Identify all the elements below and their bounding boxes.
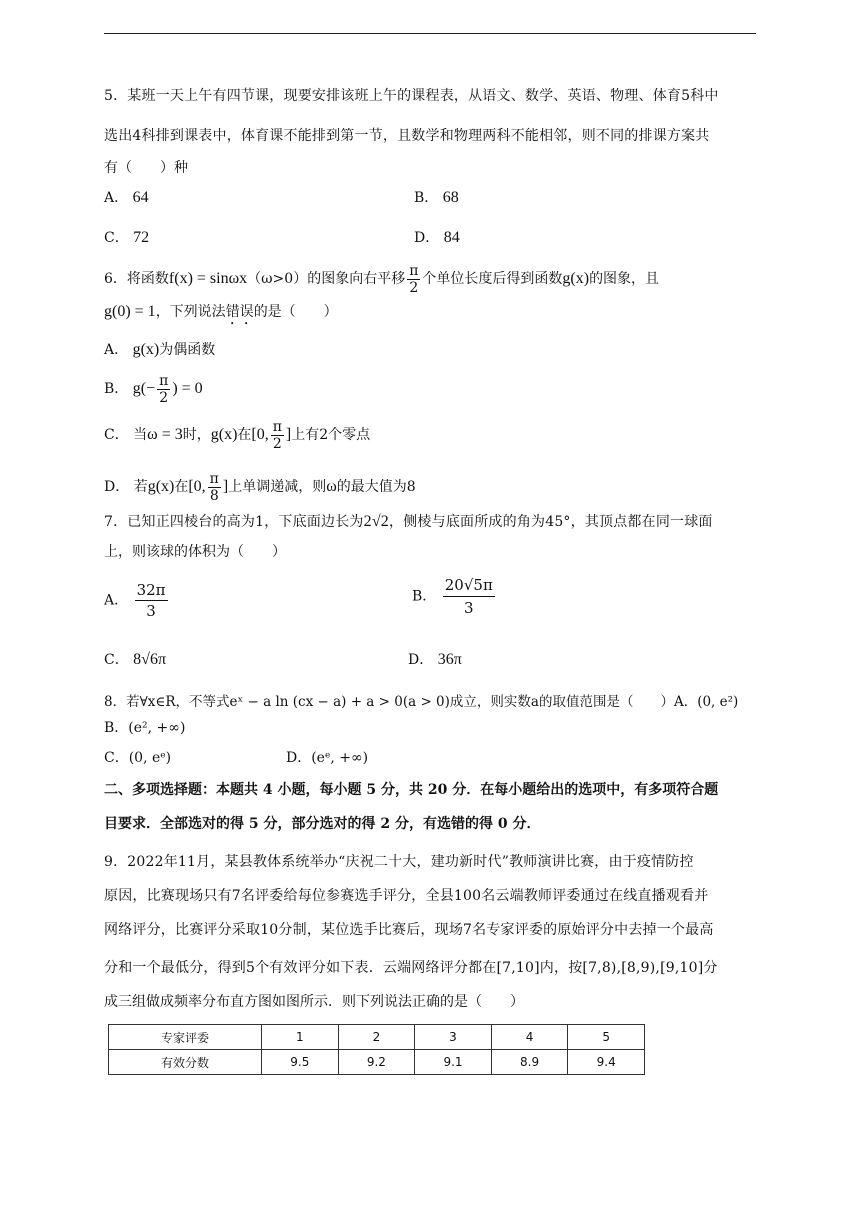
fraction-denominator: 8 bbox=[209, 487, 219, 504]
q6-text: 的图象向右平移 bbox=[307, 271, 406, 287]
q5-option-b-value: 68 bbox=[442, 189, 459, 206]
q8-option-b: B．(e², +∞) bbox=[104, 720, 186, 736]
table-row bbox=[109, 1050, 645, 1075]
section-2-heading-line-2: 目要求．全部选对的得 5 分，部分选对的得 2 分，有选错的得 0 分． bbox=[104, 816, 541, 832]
table-row bbox=[109, 1025, 645, 1050]
q5-option-c-value: 72 bbox=[133, 229, 150, 246]
option-label: B． bbox=[104, 381, 129, 397]
option-math: ω = 3 bbox=[147, 426, 183, 443]
q6-line-1 bbox=[104, 262, 659, 296]
option-text: 当 bbox=[133, 427, 148, 443]
q7-option-a-fraction bbox=[135, 580, 168, 621]
q6-function: f(x) = sinωx bbox=[168, 270, 248, 287]
q6-line-2 bbox=[104, 302, 338, 328]
q8-option-d: D．(eᵉ, +∞) bbox=[286, 750, 369, 766]
fraction-denominator: 2 bbox=[409, 279, 419, 296]
option-math: g(x) bbox=[132, 341, 160, 358]
q6-text: 个单位长度后得到函数 bbox=[422, 271, 563, 287]
option-label: C． bbox=[104, 652, 129, 668]
q6-emphasis: 错误 bbox=[225, 304, 254, 320]
option-math: 36π bbox=[437, 651, 462, 668]
q6-g-function: g(x) bbox=[562, 270, 590, 287]
q6-shift-fraction bbox=[407, 263, 420, 296]
q6-option-b-fraction bbox=[157, 373, 170, 406]
q9-line-4: 分和一个最低分，得到5个有效评分如下表．云端网络评分都在[7,10]内，按[7,8),[8,9),[9,10]分 bbox=[104, 960, 718, 976]
option-text: 若 bbox=[133, 479, 148, 495]
fraction-numerator: 32π bbox=[136, 581, 166, 599]
q7-line-2: 上，则该球的体积为（ ） bbox=[104, 544, 286, 560]
q6-option-c bbox=[104, 418, 370, 452]
option-math: [0, bbox=[188, 478, 206, 495]
q6-text: 的图象，且 bbox=[589, 271, 660, 287]
option-math: g(x) bbox=[210, 426, 238, 443]
section-2-heading-line-1: 二、多项选择题：本题共 4 小题，每小题 5 分，共 20 分．在每小题给出的选项中，有多项符合题 bbox=[104, 782, 719, 798]
option-label: D． bbox=[408, 652, 434, 668]
q5-option-a bbox=[104, 188, 149, 208]
option-math: g(x) bbox=[147, 478, 175, 495]
table-cell: 2 bbox=[338, 1025, 415, 1050]
table-cell: 4 bbox=[491, 1025, 568, 1050]
option-text: 为偶函数 bbox=[159, 342, 216, 358]
q6-option-d-fraction bbox=[208, 471, 221, 504]
option-math: ω bbox=[326, 478, 337, 495]
option-text: 时， bbox=[182, 427, 211, 443]
q8-line-1: 8．若∀x∈R，不等式eˣ − a ln (cx − a) + a > 0(a > 0)成立，则实数a的取值范围是（ ）A．(0, e²) bbox=[104, 694, 739, 710]
q5-option-a-value: 64 bbox=[132, 189, 149, 206]
q5-option-c-label: C． bbox=[104, 230, 129, 246]
option-math: [0, bbox=[251, 426, 269, 443]
header-rule bbox=[104, 33, 756, 34]
option-label: A． bbox=[104, 592, 129, 609]
fraction-numerator: π bbox=[409, 262, 419, 279]
table-cell: 9.5 bbox=[262, 1050, 339, 1075]
option-math: ] bbox=[285, 426, 292, 443]
q9-line-2: 原因，比赛现场只有7名评委给每位参赛选手评分，全县100名云端教师评委通过在线直播观看并 bbox=[104, 888, 709, 904]
q8-option-c: C．(0, eᵉ) bbox=[104, 750, 172, 766]
option-label: D． bbox=[104, 479, 130, 495]
q7-option-c bbox=[104, 650, 166, 670]
table-cell: 9.1 bbox=[415, 1050, 492, 1075]
q7-text: ，侧棱与底面所成的角为45°，其顶点都在同一球面 bbox=[389, 514, 713, 530]
option-math: 8√6π bbox=[133, 651, 167, 668]
fraction-numerator: 20√5π bbox=[443, 574, 495, 597]
q6-text: ，下列说法 bbox=[155, 304, 226, 320]
option-math: g(− bbox=[132, 380, 156, 397]
q6-option-b bbox=[104, 372, 203, 406]
q6-option-d bbox=[104, 470, 416, 504]
fraction-denominator: 3 bbox=[464, 599, 474, 617]
table-cell: 3 bbox=[415, 1025, 492, 1050]
fraction-denominator: 2 bbox=[159, 389, 169, 406]
option-label: C． bbox=[104, 427, 129, 443]
table-cell: 5 bbox=[568, 1025, 645, 1050]
q5-option-d-label: D． bbox=[414, 230, 440, 246]
q7-option-b-fraction bbox=[443, 574, 495, 619]
q6-text: 的是（ ） bbox=[253, 304, 338, 320]
option-text: 在 bbox=[174, 479, 189, 495]
q6-text: 6．将函数 bbox=[104, 271, 169, 287]
q5-option-b bbox=[414, 188, 459, 208]
q9-line-3: 网络评分，比赛评分采取10分制，某位选手比赛后，现场7名专家评委的原始评分中去掉一个最高 bbox=[104, 922, 714, 938]
q9-line-1: 9．2022年11月，某县教体系统举办“庆祝二十大，建功新时代”教师演讲比赛，由于疫情防控 bbox=[104, 854, 694, 870]
q5-option-a-label: A． bbox=[104, 190, 129, 206]
table-cell: 8.9 bbox=[491, 1050, 568, 1075]
q6-g0-condition: g(0) = 1 bbox=[104, 303, 156, 320]
option-text: 在 bbox=[237, 427, 252, 443]
q7-math: 2√2 bbox=[363, 513, 390, 530]
q5-line-1: 5．某班一天上午有四节课，现要安排该班上午的课程表，从语文、数学、英语、物理、体育5科中 bbox=[104, 88, 719, 104]
q5-line-3: 有（ ）种 bbox=[104, 160, 188, 176]
fraction-numerator: π bbox=[272, 418, 282, 435]
option-math: ) = 0 bbox=[172, 380, 203, 397]
option-text: 上有2个零点 bbox=[291, 427, 371, 443]
q7-option-d bbox=[408, 650, 462, 670]
q7-option-a bbox=[104, 580, 170, 621]
q5-option-c bbox=[104, 228, 149, 248]
q9-score-table bbox=[108, 1024, 645, 1075]
q6-condition: （ω>0） bbox=[247, 271, 308, 287]
option-text: 的最大值为8 bbox=[336, 479, 416, 495]
table-cell: 9.4 bbox=[568, 1050, 645, 1075]
q6-option-a bbox=[104, 340, 215, 360]
table-row-label: 有效分数 bbox=[109, 1050, 262, 1075]
q5-line-2: 选出4科排到课表中，体育课不能排到第一节，且数学和物理两科不能相邻，则不同的排课方案共 bbox=[104, 128, 710, 144]
q5-option-d-value: 84 bbox=[443, 229, 460, 246]
fraction-numerator: π bbox=[209, 470, 219, 487]
q7-text: 7．已知正四棱台的高为1，下底面边长为 bbox=[104, 514, 364, 530]
q5-option-b-label: B． bbox=[414, 190, 439, 206]
table-cell: 1 bbox=[262, 1025, 339, 1050]
fraction-numerator: π bbox=[159, 372, 169, 389]
option-math: ] bbox=[222, 478, 229, 495]
table-header-label: 专家评委 bbox=[109, 1025, 262, 1050]
table-cell: 9.2 bbox=[338, 1050, 415, 1075]
q6-option-c-fraction bbox=[271, 419, 284, 452]
option-label: B． bbox=[412, 588, 437, 605]
option-text: 上单调递减，则 bbox=[228, 479, 327, 495]
fraction-denominator: 2 bbox=[272, 435, 282, 452]
option-label: A． bbox=[104, 342, 129, 358]
q7-option-b bbox=[412, 574, 497, 619]
q5-option-d bbox=[414, 228, 460, 248]
q9-line-5: 成三组做成频率分布直方图如图所示．则下列说法正确的是（ ） bbox=[104, 994, 524, 1010]
q7-line-1 bbox=[104, 512, 713, 532]
fraction-denominator: 3 bbox=[146, 602, 156, 620]
